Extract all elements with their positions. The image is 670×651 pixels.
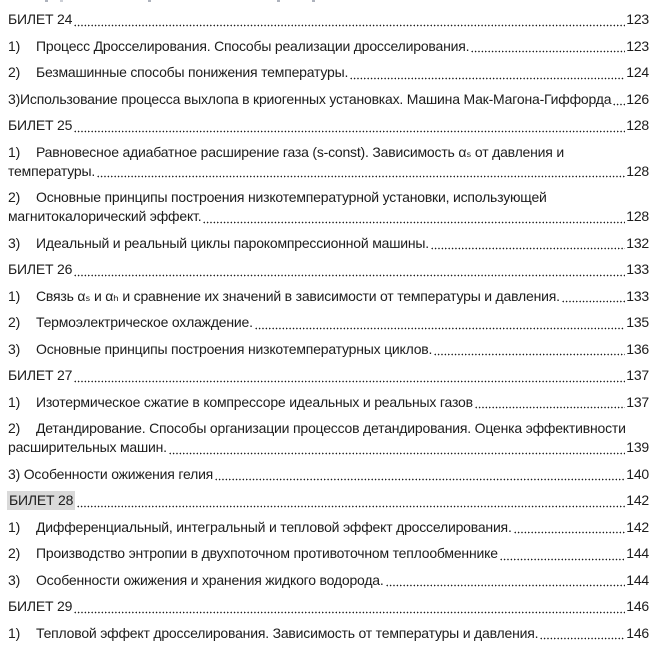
item-number: 1)	[8, 624, 21, 641]
toc-entry-text: БИЛЕТ 29	[8, 598, 73, 614]
toc-entry-item[interactable]	[8, 393, 649, 412]
page-number: 123	[626, 37, 649, 54]
page-number: 133	[626, 261, 649, 277]
toc-entry-text: Изотермическое сжатие в компрессоре идеальных и реальных газов	[36, 393, 473, 410]
toc-row	[8, 491, 649, 510]
page-number: 128	[626, 117, 649, 133]
item-number: 1)	[8, 518, 21, 535]
dot-leader	[74, 116, 625, 135]
toc-entry-text: Безмашинные способы понижения температуры.	[36, 64, 349, 80]
page-number: 132	[626, 234, 649, 251]
toc-row	[8, 90, 649, 109]
dot-leader	[74, 597, 625, 616]
item-number: 2)	[8, 420, 21, 436]
page-number: 123	[626, 11, 649, 27]
page-number: 137	[626, 367, 649, 383]
toc-row	[8, 10, 649, 29]
toc-entry-item[interactable]	[8, 313, 649, 332]
toc-entry-item[interactable]	[8, 340, 649, 359]
toc-entry-ticket[interactable]	[8, 116, 649, 135]
toc-entry-item[interactable]	[8, 465, 649, 484]
toc-entry-item[interactable]	[8, 518, 649, 537]
dot-leader	[77, 491, 625, 510]
page-number: 140	[626, 465, 649, 482]
toc-row	[8, 544, 649, 563]
dot-leader	[203, 207, 625, 226]
toc-row	[8, 366, 649, 385]
toc-row	[8, 260, 649, 279]
toc-entry-text: температуры.	[8, 162, 96, 179]
page-number: 139	[626, 439, 649, 455]
toc-entry-text: 3)Использование процесса выхлопа в криогенных установках. Машина Мак-Магона-Гиффорда	[8, 90, 612, 107]
toc-entry-text: Идеальный и реальный циклы парокомпрессионной машины.	[36, 234, 429, 251]
dot-leader	[431, 234, 625, 253]
toc-entry-item[interactable]	[8, 571, 649, 590]
toc-row	[8, 313, 649, 332]
clipped-text-fragment	[277, 0, 280, 2]
dot-leader	[74, 260, 625, 279]
toc-entry-text: Основные принципы построения низкотемпературных циклов.	[36, 340, 433, 357]
toc-row	[8, 37, 649, 56]
dot-leader	[386, 571, 626, 590]
page-number: 146	[626, 624, 649, 641]
page-number: 137	[626, 393, 649, 410]
item-number: 1)	[8, 287, 21, 304]
dot-leader	[74, 366, 625, 385]
clipped-text-fragment	[148, 0, 151, 2]
toc-entry-text: Основные принципы построения низкотемпературной установки, использующей	[36, 189, 547, 205]
toc-entry-text: БИЛЕТ 24	[8, 11, 73, 27]
toc-entry-ticket[interactable]	[8, 10, 649, 29]
page-number: 135	[626, 314, 649, 330]
toc-entry-item[interactable]	[8, 287, 649, 306]
toc-row	[8, 465, 649, 484]
toc-row	[8, 393, 649, 412]
page-number: 144	[626, 571, 649, 588]
toc-row	[8, 597, 649, 616]
toc-row	[8, 287, 649, 306]
item-number: 1)	[8, 37, 21, 54]
page-number: 128	[626, 162, 649, 179]
item-number: 2)	[8, 189, 21, 205]
toc-entry-item[interactable]	[8, 544, 649, 563]
toc-entry-item[interactable]	[8, 90, 649, 109]
dot-leader	[500, 544, 625, 563]
page-number: 142	[626, 518, 649, 535]
toc-entry-item[interactable]	[8, 63, 649, 82]
toc-entry-item[interactable]	[8, 234, 649, 253]
toc-row	[8, 518, 649, 537]
clipped-text-fragment	[45, 0, 48, 2]
page-number: 128	[626, 208, 649, 224]
toc-entry-text: Детандирование. Способы организации процессов детандирования. Оценка эффективности	[36, 420, 626, 436]
toc-entry-text: магнитокалорический эффект.	[8, 208, 202, 224]
toc-entry-ticket[interactable]	[8, 597, 649, 616]
toc-entry-text: расширительных машин.	[8, 439, 167, 455]
toc-row	[8, 624, 649, 643]
page-number: 136	[626, 340, 649, 357]
dot-leader	[475, 393, 625, 412]
toc-entry-item[interactable]	[8, 188, 649, 226]
toc-entry-text: Особенности ожижения и хранения жидкого водорода.	[36, 571, 384, 588]
item-number: 1)	[8, 143, 21, 160]
dot-leader	[514, 518, 626, 537]
dot-leader	[169, 438, 625, 457]
dot-leader	[74, 10, 625, 29]
item-number: 2)	[8, 64, 21, 80]
dot-leader	[434, 340, 625, 359]
toc-row	[8, 438, 649, 457]
dot-leader	[471, 37, 625, 56]
toc-row	[8, 162, 649, 181]
dot-leader	[215, 465, 625, 484]
toc-entry-text: БИЛЕТ 28	[9, 492, 74, 508]
toc-row	[8, 143, 649, 162]
toc-entry-text: Равновесное адиабатное расширение газа (s-const). Зависимость αₛ от давления и	[36, 143, 564, 160]
dot-leader	[255, 313, 625, 332]
page-number: 126	[626, 90, 649, 107]
toc-entry-text: 3) Особенности ожижения гелия	[8, 465, 214, 482]
toc-entry-text: Процесс Дросселирования. Способы реализации дросселирования.	[36, 37, 470, 54]
toc-entry-text: Термоэлектрическое охлаждение.	[36, 314, 253, 330]
dot-leader	[613, 90, 625, 109]
toc-entry-text: БИЛЕТ 25	[8, 117, 73, 133]
dot-leader	[540, 624, 625, 643]
dot-leader	[97, 162, 625, 181]
toc-row	[8, 207, 649, 226]
toc-entry-item[interactable]	[8, 419, 649, 457]
toc-entry-item[interactable]	[8, 624, 649, 643]
page-number: 124	[626, 64, 649, 80]
toc-entry-text: Производство энтропии в двухпоточном противоточном теплообменнике	[36, 545, 498, 561]
toc-entry-item[interactable]	[8, 143, 649, 181]
item-number: 3)	[8, 234, 21, 251]
table-of-contents	[8, 7, 649, 643]
toc-entry-ticket[interactable]	[8, 491, 649, 510]
clipped-previous-line	[0, 0, 670, 4]
item-number: 3)	[8, 340, 21, 357]
toc-row	[8, 234, 649, 253]
item-number: 2)	[8, 314, 21, 330]
toc-row	[8, 571, 649, 590]
item-number: 1)	[8, 393, 21, 410]
toc-row	[8, 188, 649, 207]
page-number: 144	[626, 545, 649, 561]
toc-entry-ticket[interactable]	[8, 366, 649, 385]
toc-entry-text: БИЛЕТ 27	[8, 367, 73, 383]
toc-entry-item[interactable]	[8, 37, 649, 56]
item-number: 3)	[8, 571, 21, 588]
toc-entry-text: БИЛЕТ 26	[8, 261, 73, 277]
item-number: 2)	[8, 545, 21, 561]
page-number: 142	[626, 492, 649, 508]
toc-row	[8, 63, 649, 82]
clipped-text-fragment	[312, 0, 315, 2]
toc-row	[8, 340, 649, 359]
toc-entry-text: Тепловой эффект дросселирования. Зависимость от температуры и давления.	[36, 624, 539, 641]
page-number: 146	[626, 598, 649, 614]
toc-row	[8, 419, 649, 438]
toc-row	[8, 116, 649, 135]
clipped-text-fragment	[60, 0, 63, 2]
toc-entry-text: Дифференциальный, интегральный и тепловой эффект дросселирования.	[36, 518, 512, 535]
toc-entry-text: Связь αₛ и αₕ и сравнение их значений в зависимости от температуры и давления.	[36, 287, 560, 304]
dot-leader	[562, 287, 625, 306]
page-number: 133	[626, 287, 649, 304]
toc-entry-ticket[interactable]	[8, 260, 649, 279]
dot-leader	[350, 63, 625, 82]
